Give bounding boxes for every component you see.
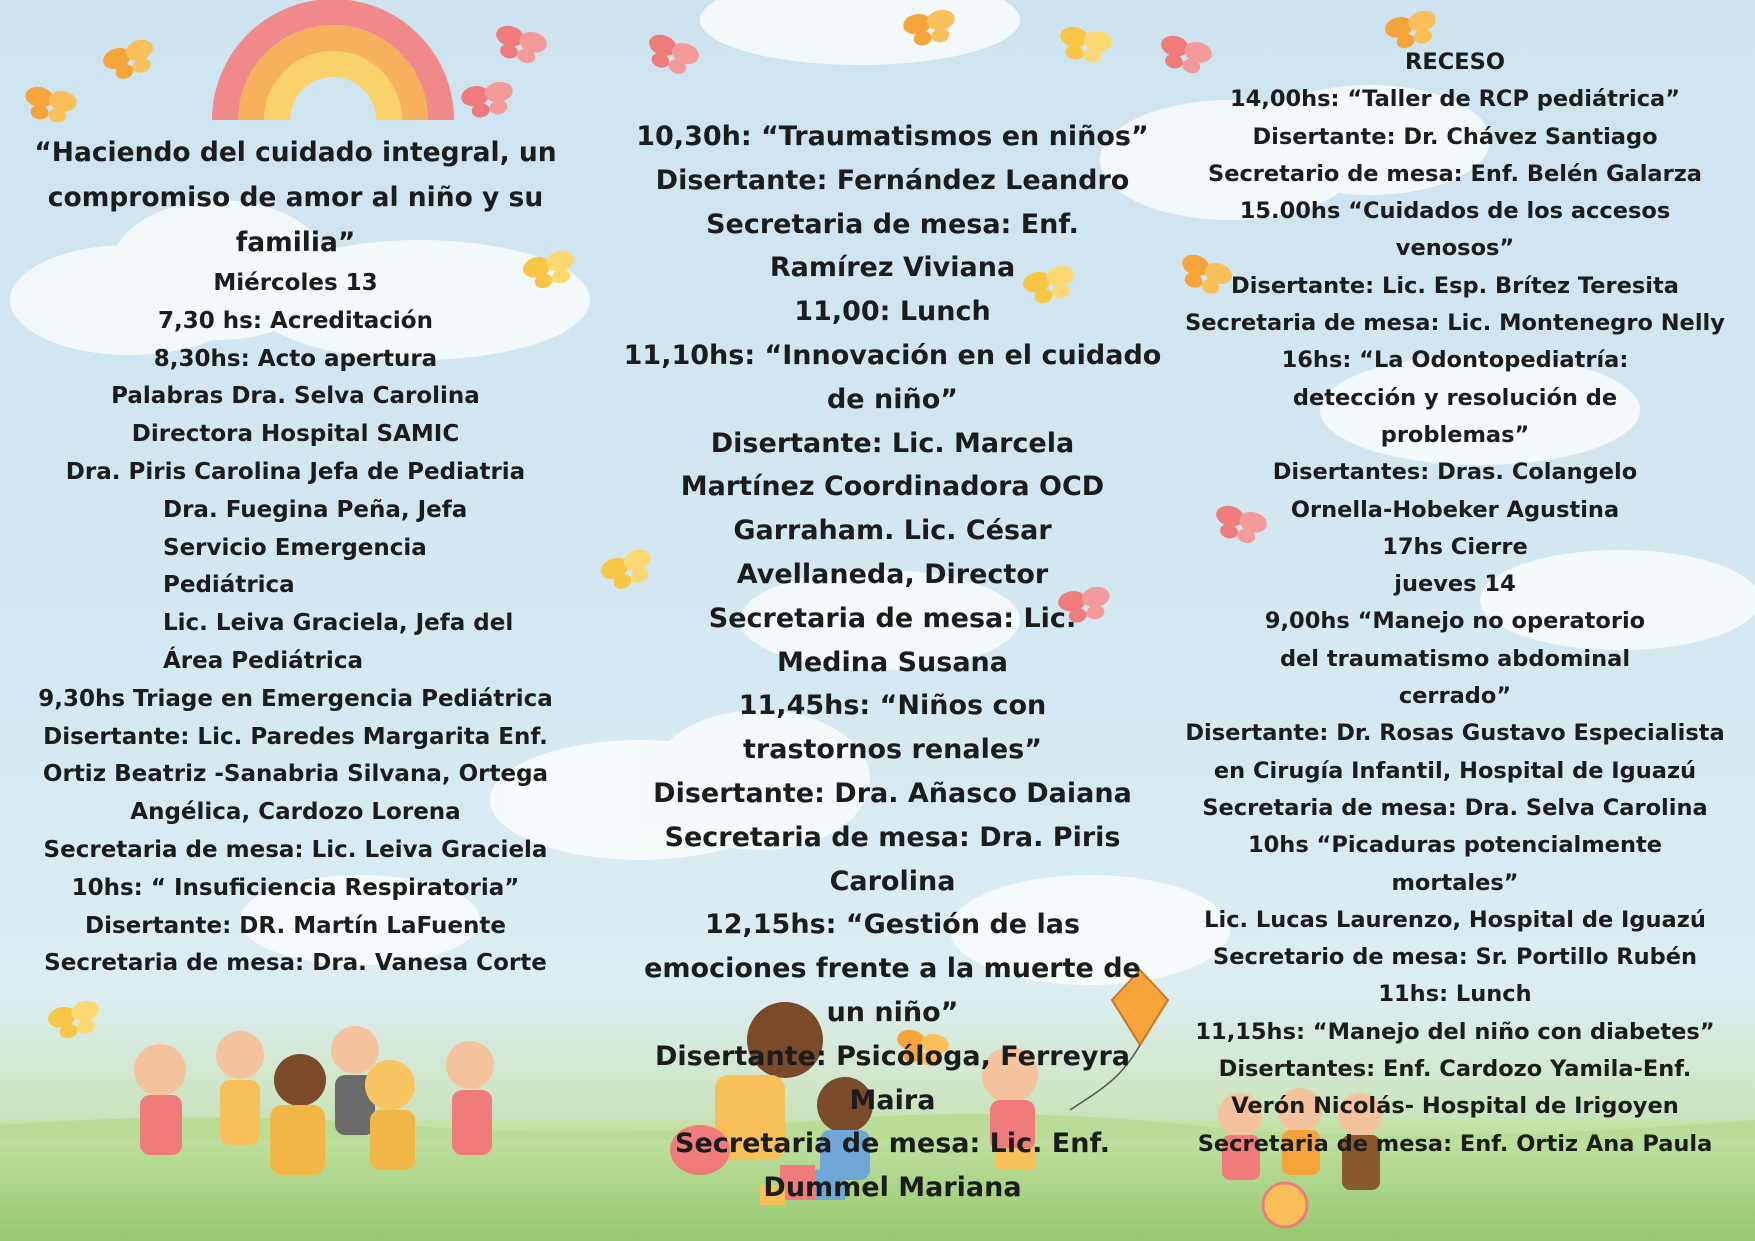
schedule-line: Dra. Fuegina Peña, Jefa Servicio Emergencia Pediátrica — [163, 496, 468, 599]
schedule-line: Secretaria de mesa: Enf. Ramírez Viviana — [706, 208, 1079, 284]
schedule-line: Disertante: Lic. Marcela Martínez Coordinadora OCD Garraham. Lic. César Avellaneda, Director — [680, 427, 1105, 590]
program-column-1 — [28, 130, 563, 983]
schedule-line: Dra. Piris Carolina Jefa de Pediatria — [65, 458, 526, 485]
event-slogan: “Haciendo del cuidado integral, un compromiso de amor al niño y su familia” — [34, 137, 557, 258]
day-heading: Miércoles 13 — [213, 270, 378, 296]
schedule-line: Disertante: DR. Martín LaFuente — [85, 912, 506, 939]
schedule-line: Lic. Lucas Laurenzo, Hospital de Iguazú — [1204, 906, 1706, 933]
schedule-line: Secretaria de mesa: Dra. Vanesa Corte — [44, 950, 547, 977]
schedule-line: 11hs: Lunch — [1378, 981, 1532, 1008]
schedule-line: 11,45hs: “Niños con trastornos renales” — [738, 690, 1047, 766]
schedule-line: Disertante: Psicóloga, Ferreyra Maira — [654, 1040, 1131, 1116]
schedule-line: 7,30 hs: Acreditación — [158, 307, 433, 334]
schedule-line: 10hs “Picaduras potencialmente mortales” — [1248, 832, 1662, 896]
schedule-line: 11,10hs: “Innovación en el cuidado de niño” — [623, 339, 1162, 415]
schedule-line: Disertante: Dr. Rosas Gustavo Especialista en Cirugía Infantil, Hospital de Iguazú — [1185, 720, 1725, 784]
schedule-line: 16hs: “La Odontopediatría: detección y resolución de problemas” — [1281, 347, 1629, 448]
schedule-line: Palabras Dra. Selva Carolina Directora Hospital SAMIC — [111, 383, 480, 448]
schedule-line: 12,15hs: “Gestión de las emociones frente a la muerte de un niño” — [644, 909, 1141, 1028]
schedule-line: Disertante: Dr. Chávez Santiago — [1252, 123, 1658, 150]
schedule-line: Secretaria de mesa: Enf. Ortiz Ana Paula — [1197, 1130, 1713, 1157]
schedule-line: 15.00hs “Cuidados de los accesos venosos” — [1239, 198, 1671, 262]
schedule-line: Disertante: Fernández Leandro — [655, 164, 1130, 196]
program-column-2 — [620, 115, 1165, 1210]
schedule-line: Secretaria de mesa: Lic. Enf. Dummel Mariana — [675, 1128, 1110, 1204]
schedule-line: 9,00hs “Manejo no operatorio del traumatismo abdominal cerrado” — [1264, 608, 1646, 710]
schedule-line: Disertante: Lic. Paredes Margarita Enf. Ortiz Beatriz -Sanabria Silvana, Ortega Angélica, Cardozo Lorena — [42, 723, 549, 826]
schedule-line: 8,30hs: Acto apertura — [153, 345, 438, 372]
program-column-3 — [1185, 44, 1725, 1163]
schedule-line: Disertantes: Dras. Colangelo Ornella-Hobeker Agustina — [1272, 459, 1638, 523]
schedule-line: Disertantes: Enf. Cardozo Yamila-Enf. Verón Nicolás- Hospital de Irigoyen — [1218, 1056, 1692, 1120]
schedule-line: Disertante: Dra. Añasco Daiana — [653, 777, 1132, 809]
schedule-line: 17hs Cierre — [1382, 533, 1528, 560]
schedule-line: RECESO — [1405, 49, 1505, 75]
schedule-line: Secretario de mesa: Enf. Belén Galarza — [1208, 160, 1702, 187]
schedule-line: 10hs: “ Insuficiencia Respiratoria” — [71, 874, 520, 901]
rainbow-icon — [225, 12, 441, 120]
schedule-line: 9,30hs Triage en Emergencia Pediátrica — [38, 685, 553, 712]
day-heading: jueves 14 — [1394, 571, 1516, 598]
schedule-line: Secretaria de mesa: Lic. Medina Susana — [708, 602, 1077, 678]
schedule-line: Secretaria de mesa: Dra. Piris Carolina — [664, 821, 1121, 897]
schedule-line: Lic. Leiva Graciela, Jefa del Área Pediátrica — [163, 610, 514, 674]
schedule-line: 11,00: Lunch — [794, 296, 991, 328]
schedule-line: 10,30h: “Traumatismos en niños” — [636, 121, 1149, 152]
schedule-line: Secretario de mesa: Sr. Portillo Rubén — [1213, 944, 1697, 971]
schedule-line: Secretaria de mesa: Dra. Selva Carolina — [1202, 794, 1708, 821]
schedule-line: 14,00hs: “Taller de RCP pediátrica” — [1229, 86, 1681, 113]
schedule-line: Secretaria de mesa: Lic. Montenegro Nelly — [1185, 310, 1725, 337]
schedule-line: 11,15hs: “Manejo del niño con diabetes” — [1195, 1018, 1715, 1045]
schedule-line: Disertante: Lic. Esp. Brítez Teresita — [1231, 272, 1679, 299]
schedule-line: Secretaria de mesa: Lic. Leiva Graciela — [43, 836, 548, 863]
